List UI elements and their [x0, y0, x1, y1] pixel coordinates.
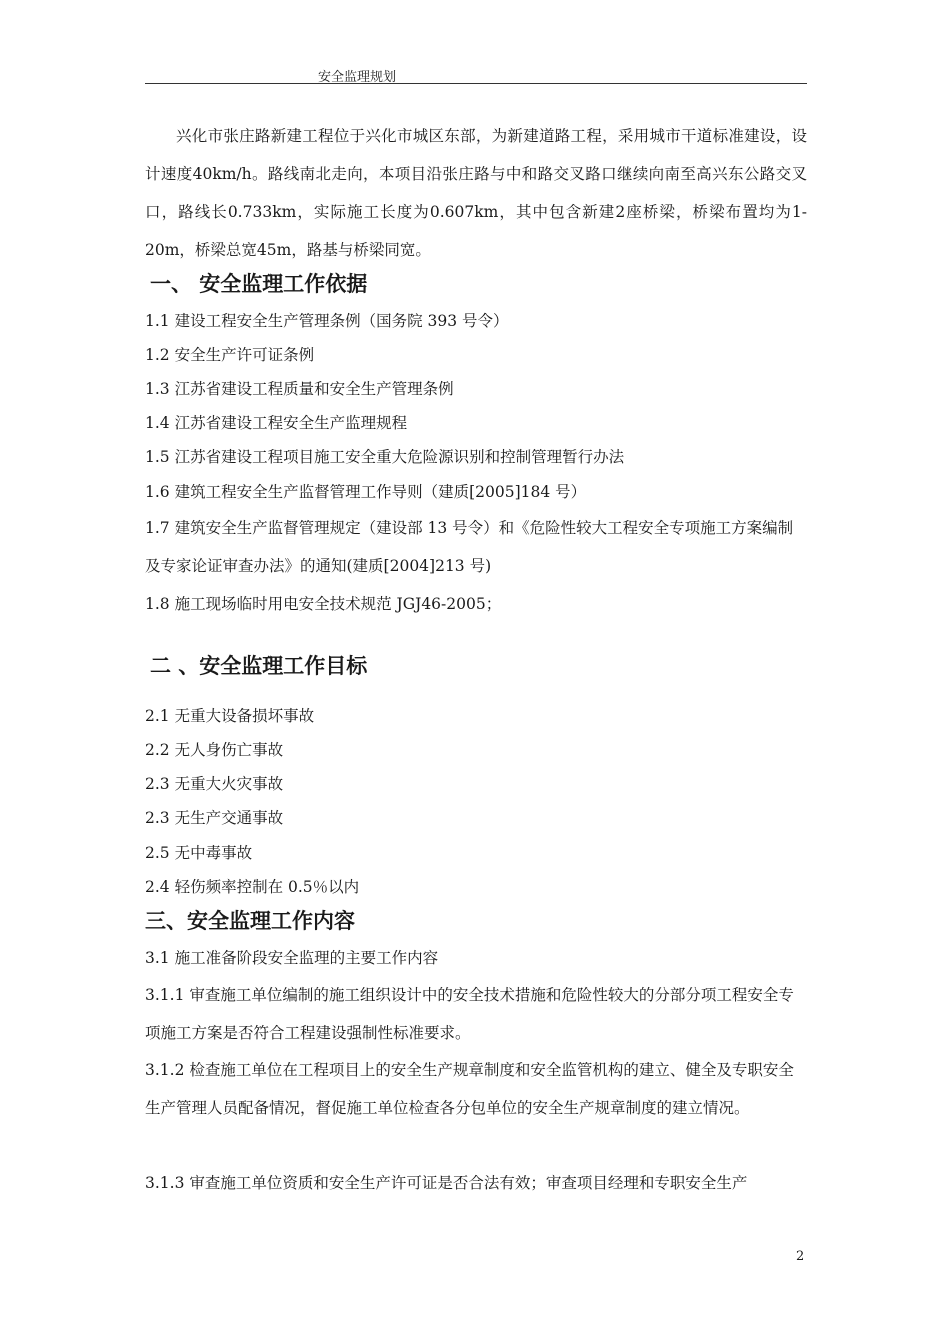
section-2-item: 2.1 无重大设备损坏事故	[145, 707, 315, 725]
section-1-item: 1.6 建筑工程安全生产监督管理工作导则（建质[2005]184 号）	[145, 483, 587, 501]
section-1-item: 1.4 江苏省建设工程安全生产监理规程	[145, 414, 408, 432]
section-3-item: 3.1.3 审查施工单位资质和安全生产许可证是否合法有效；审查项目经理和专职安全生产	[145, 1174, 748, 1192]
page-number: 2	[796, 1249, 805, 1264]
section-3-heading: 三、安全监理工作内容	[145, 909, 355, 933]
intro-paragraph: 兴化市张庄路新建工程位于兴化市城区东部，为新建道路工程，采用城市干道标准建设，设计速度40km/h。路线南北走向，本项目沿张庄路与中和路交叉路口继续向南至高兴东公路交叉口，路线长0.733km，实际施工长度为0.607km，其中包含新建2座桥梁，桥梁布置均为1-20m，桥梁总宽45m，路基与桥梁同宽。	[145, 127, 807, 259]
section-2-heading: 二 、安全监理工作目标	[150, 654, 368, 678]
section-2-item: 2.5 无中毒事故	[145, 844, 253, 862]
section-3-item: 3.1.1 审查施工单位编制的施工组织设计中的安全技术措施和危险性较大的分部分项工程安全专项施工方案是否符合工程建设强制性标准要求。	[145, 986, 794, 1042]
section-2-item: 2.3 无重大火灾事故	[145, 775, 284, 793]
section-3-item: 3.1.2 检查施工单位在工程项目上的安全生产规章制度和安全监管机构的建立、健全及专职安全生产管理人员配备情况，督促施工单位检查各分包单位的安全生产规章制度的建立情况。	[145, 1061, 794, 1117]
section-1-item: 1.7 建筑安全生产监督管理规定（建设部 13 号令）和《危险性较大工程安全专项施工方案编制及专家论证审查办法》的通知(建质[2004]213 号)	[145, 519, 794, 575]
section-1-item: 1.3 江苏省建设工程质量和安全生产管理条例	[145, 380, 454, 398]
header-title: 安全监理规划	[318, 70, 397, 85]
section-1-item: 1.8 施工现场临时用电安全技术规范 JGJ46-2005；	[145, 595, 502, 613]
section-1-heading: 一、 安全监理工作依据	[150, 272, 368, 296]
section-2-item: 2.2 无人身伤亡事故	[145, 741, 284, 759]
section-2-item: 2.4 轻伤频率控制在 0.5％以内	[145, 878, 360, 896]
section-3-item: 3.1 施工准备阶段安全监理的主要工作内容	[145, 949, 439, 967]
section-1-item: 1.1 建设工程安全生产管理条例（国务院 393 号令）	[145, 312, 509, 330]
section-1-item: 1.5 江苏省建设工程项目施工安全重大危险源识别和控制管理暂行办法	[145, 448, 625, 466]
header-divider	[145, 83, 807, 84]
section-2-item: 2.3 无生产交通事故	[145, 809, 284, 827]
section-1-item: 1.2 安全生产许可证条例	[145, 346, 315, 364]
